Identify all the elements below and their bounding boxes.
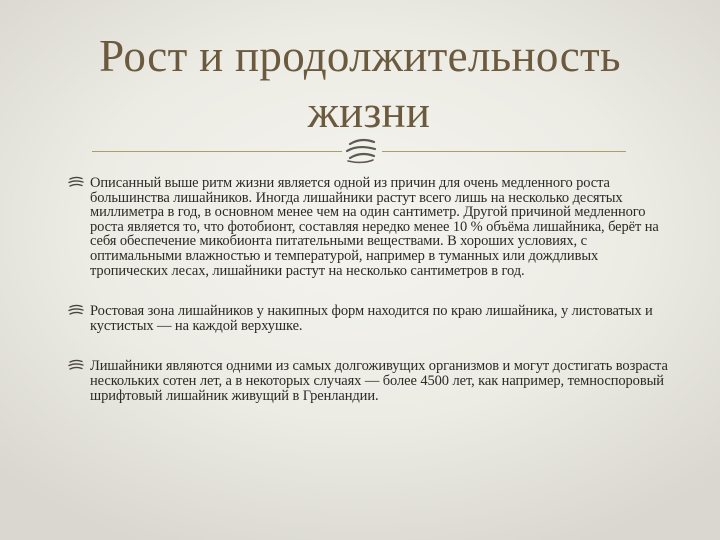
slide-title — [40, 28, 680, 140]
title-divider-left — [92, 151, 342, 152]
slide-title-line-2: жизни — [307, 87, 431, 137]
list-item — [68, 304, 668, 333]
slide-title-line-1: Рост и продолжительность — [99, 31, 621, 81]
bullet-text: Описанный выше ритм жизни является одной из причин для очень медленного роста большинства лишайников. Иногда лишайники растут всего лишь на несколько десятых миллиметра в год, в основном менее чем на один сантиметр. Другой причиной медленного роста является то, что фотобионт, составляя нередко менее 10 % объёма лишайника, берёт на себя обеспечение микобионта питательными веществами. В хороших условиях, с оптимальными влажностью и температурой, например в туманных или дождливых тропических лесах, лишайники растут на несколько сантиметров в год. — [90, 175, 659, 279]
scroll-lines-bullet-icon — [68, 359, 84, 372]
list-item — [68, 359, 668, 403]
bullet-text: Ростовая зона лишайников у накипных форм находится по краю лишайника, у листоватых и кустистых — на каждой верхушке. — [90, 303, 653, 334]
title-divider-right — [382, 151, 626, 152]
scroll-lines-icon — [344, 137, 378, 165]
bullet-list — [68, 176, 668, 403]
scroll-lines-bullet-icon — [68, 304, 84, 317]
scroll-lines-bullet-icon — [68, 176, 84, 189]
list-item — [68, 176, 668, 278]
bullet-text: Лишайники являются одними из самых долгоживущих организмов и могут достигать возраста нескольких сотен лет, а в некоторых случаях — более 4500 лет, как например, темноспоровый шрифтовый лишайник живущий в Гренландии. — [90, 358, 668, 404]
